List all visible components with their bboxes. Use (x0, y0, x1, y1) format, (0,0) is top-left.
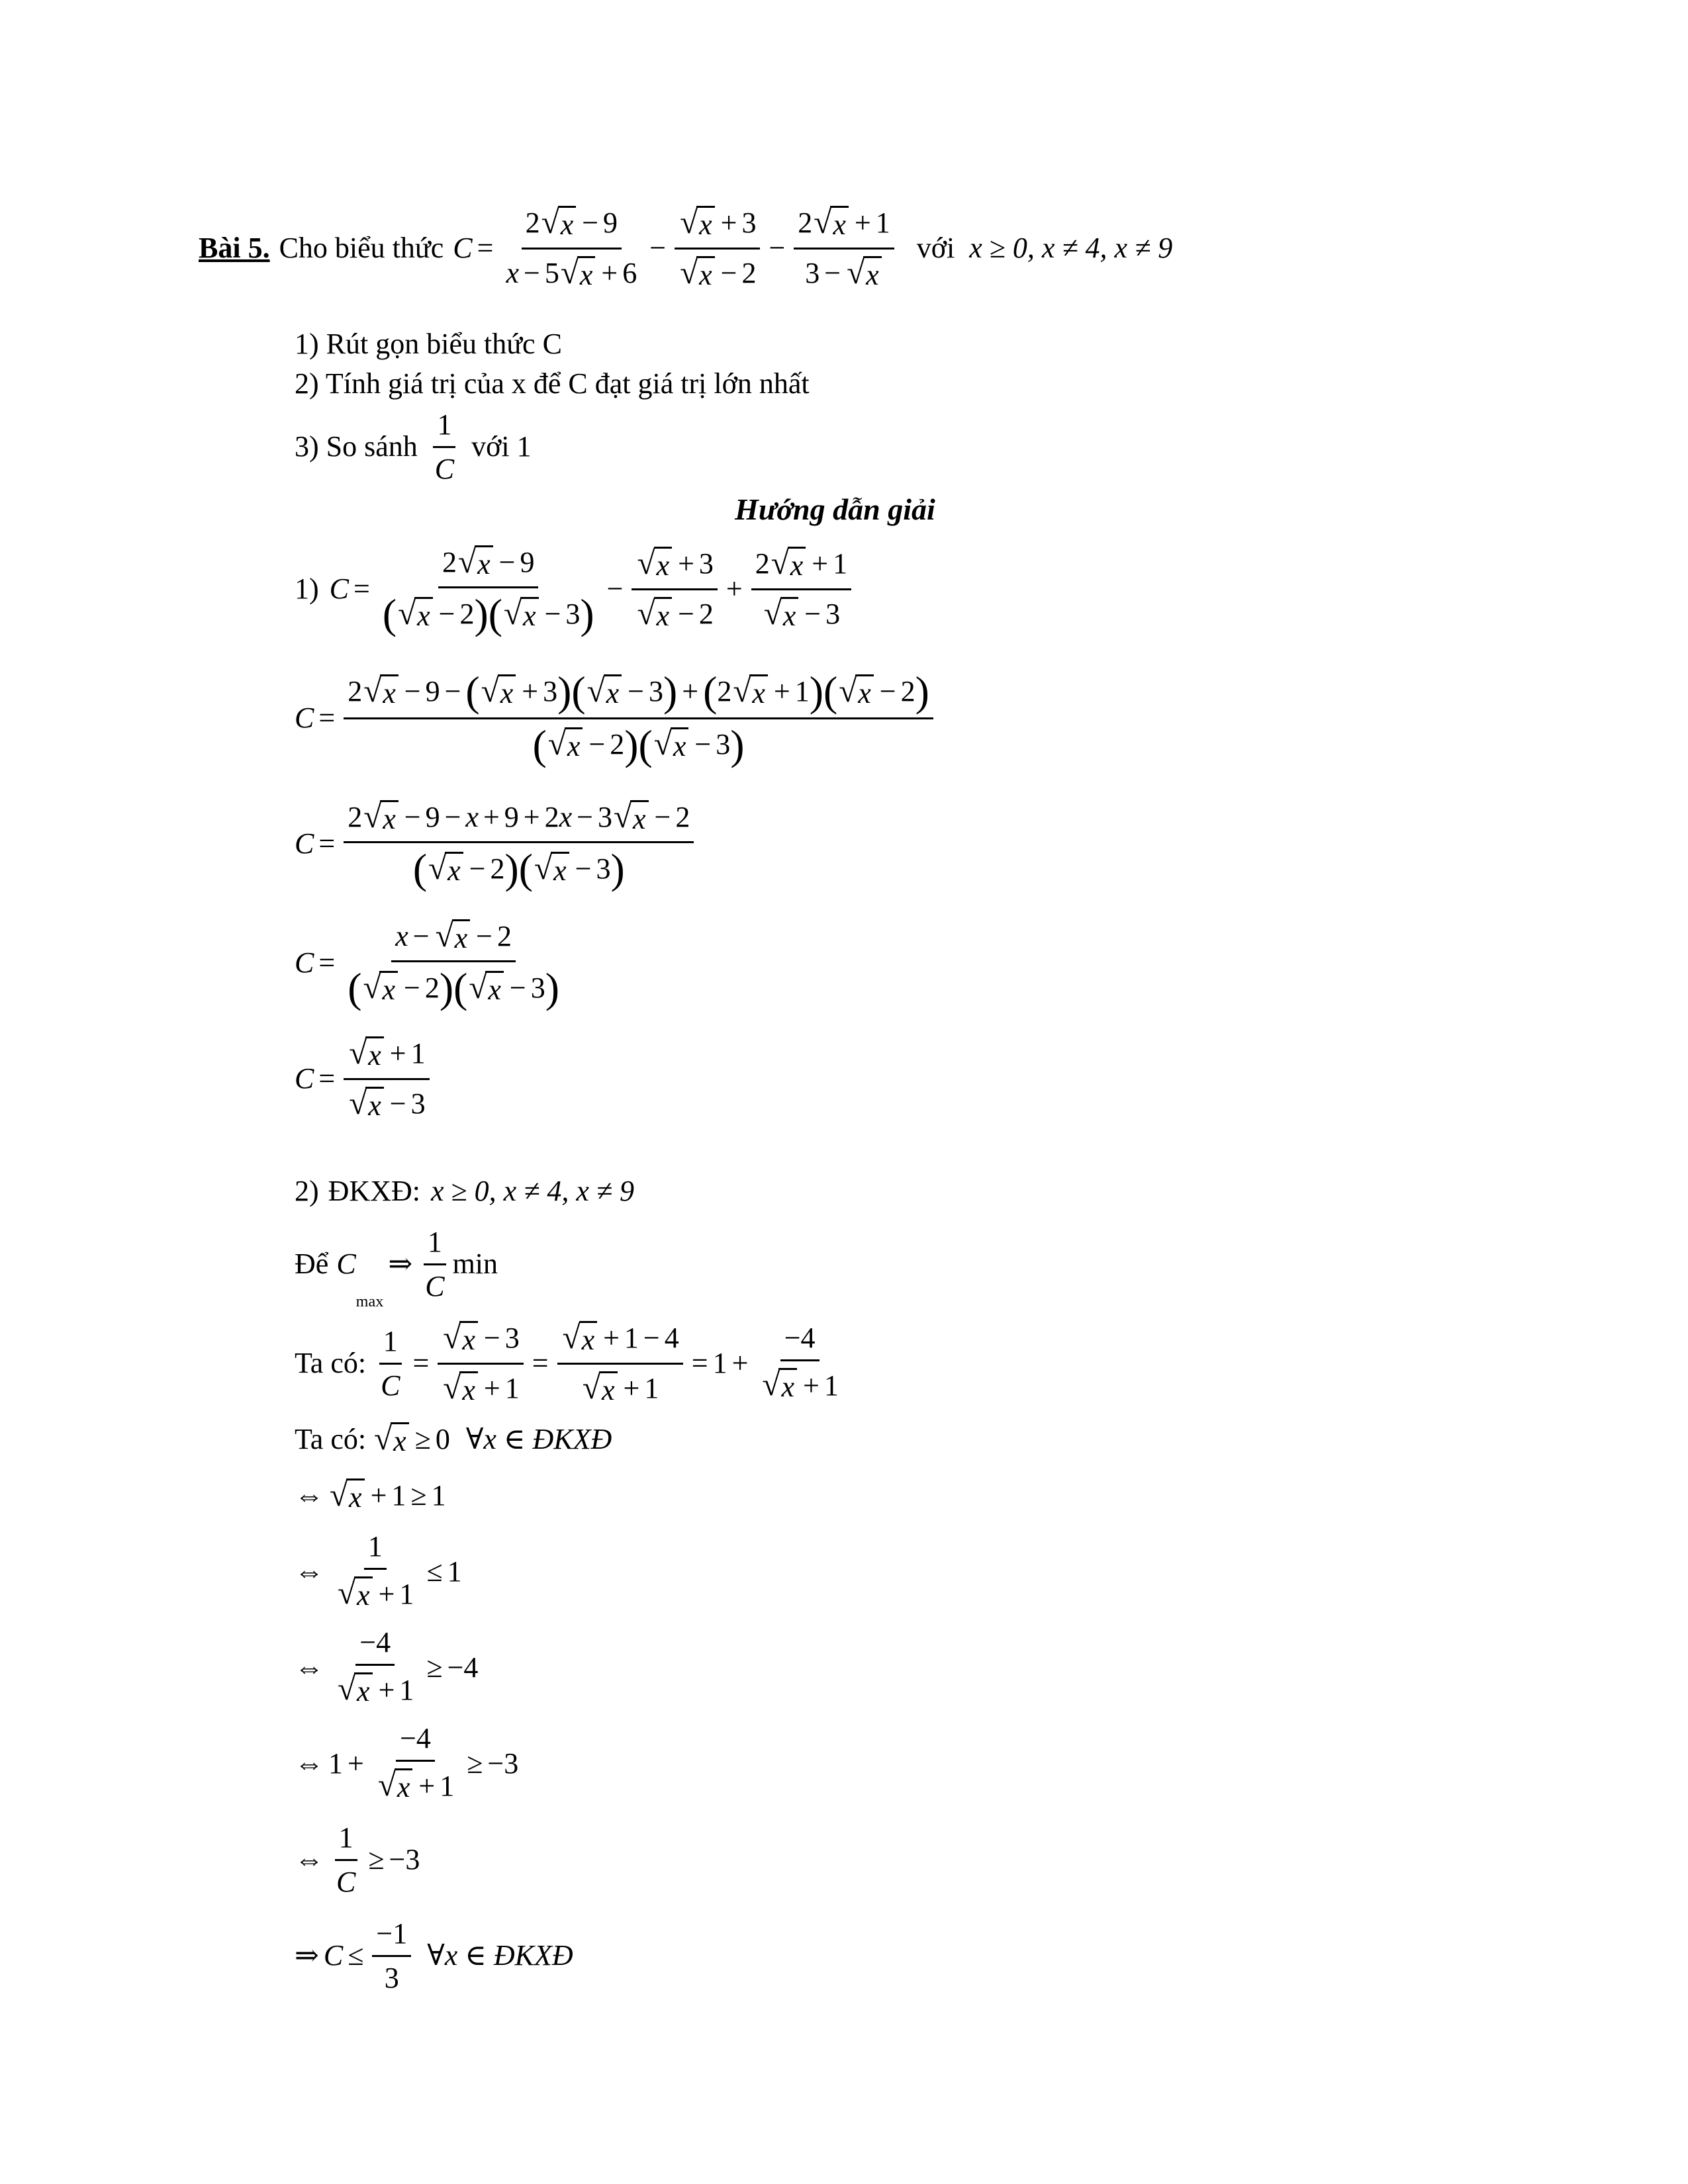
fraction-term-2: √ x + 3 √ x − 2 (675, 206, 760, 290)
solution-heading: Hướng dẫn giải (735, 492, 935, 526)
problem-line: Bài 5. Cho biểu thức C = 2 √ x − 9 x − 5 √ x + 6 − √ x + 3 √ x − 2 − 2 √ x + 1 3 − √ x với x ≥ 0, x ≠ 4, x ≠ 9 (199, 204, 1173, 291)
part2-taco-2: Ta có: √ x ≥ 0 ∀x ∈ ĐKXĐ (295, 1420, 612, 1457)
part2-step-a: ⇔ √ x + 1 ≥ 1 (295, 1476, 446, 1514)
problem-label: Bài 5. (199, 232, 270, 264)
fraction-1d: x − √ x − 2 ( √ x − 2 ) ( √ x − 3 ) (348, 917, 559, 1011)
part2-dkxd: 2) ĐKXĐ: x ≥ 0, x ≠ 4, x ≠ 9 (295, 1175, 635, 1207)
step-1b: C = 2 √ x − 9 − ( √ x + 3 ) ( √ x − 3 ) + ( 2 √ x + 1 ) ( √ x − 2 ) ( √ x − 2 ) ( √ x − 3 ) (295, 655, 937, 781)
part2-taco-1: Ta có: $\frac{1}{C}$ = √ x − 3 √ x + 1 = √ x + 1 − 4 √ x + 1 = 1 + −4 √ x + 1 (295, 1319, 839, 1406)
fraction-1a-term-3: 2 √ x + 1 √ x − 3 (751, 547, 851, 631)
expr-C: C (453, 232, 473, 264)
fraction-one-over-C: $\frac{1}{C}$ (431, 410, 458, 484)
task-3: 3) So sánh $\frac{1}{C}$ với 1 (295, 408, 532, 485)
part2-step-b: ⇔ 1 √ x + 1 ≤ 1 (295, 1530, 462, 1612)
part2-step-c: ⇔ −4 √ x + 1 ≥ −4 (295, 1626, 479, 1708)
step-1e: C = √ x + 1 √ x − 3 (295, 1032, 434, 1125)
fraction-1a-term-2: √ x + 3 √ x − 2 (632, 547, 717, 631)
fraction-1c: 2 √ x − 9 − x + 9 + 2 x − 3 √ x − 2 ( √ x − 2 ) ( √ x − 3 ) (344, 800, 694, 888)
part2-de: Để C max ⇒ $\frac{1}{C}$ min (295, 1225, 498, 1310)
step-1c: C = 2 √ x − 9 − x + 9 + 2 x − 3 √ x − 2 ( √ x − 2 ) ( √ x − 3 ) (295, 791, 698, 897)
problem-condition: x ≥ 0, x ≠ 4, x ≠ 9 (969, 232, 1173, 264)
task-2: 2) Tính giá trị của x để C đạt giá trị lớn nhất (295, 367, 810, 400)
step-1d: C = x − √ x − 2 ( √ x − 2 ) ( √ x − 3 ) (295, 910, 567, 1016)
fraction-1e-result: √ x + 1 √ x − 3 (344, 1036, 429, 1120)
task-1: 1) Rút gọn biểu thức C (295, 328, 562, 360)
part2-step-e: ⇔ $\frac{1}{C}$ ≥ −3 (295, 1821, 420, 1898)
part2-step-f: ⇒ C ≤ $\frac{-1}{3}$ ∀x ∈ ĐKXĐ (295, 1917, 573, 1994)
fraction-1a-term-1: 2 √ x − 9 ( √ x − 2 ) ( √ x − 3 ) (382, 543, 594, 637)
step-1a: 1) C = 2 √ x − 9 ( √ x − 2 ) ( √ x − 3 ) − √ x + 3 √ x − 2 + 2 √ x + 1 √ x − 3 (295, 536, 855, 642)
part2-step-d: ⇔ 1 + −4 √ x + 1 ≥ −3 (295, 1722, 519, 1804)
condition-word: với (916, 232, 955, 264)
fraction-1b: 2 √ x − 9 − ( √ x + 3 ) ( √ x − 3 ) + ( 2 √ x + 1 ) ( √ x − 2 ) ( √ x − 2 ) ( √ x − 3 ) (344, 672, 933, 764)
problem-intro: Cho biểu thức (279, 232, 444, 264)
fraction-term-3: 2 √ x + 1 3 − √ x (794, 206, 894, 290)
fraction-term-1: 2 √ x − 9 x − 5 √ x + 6 (506, 204, 637, 291)
